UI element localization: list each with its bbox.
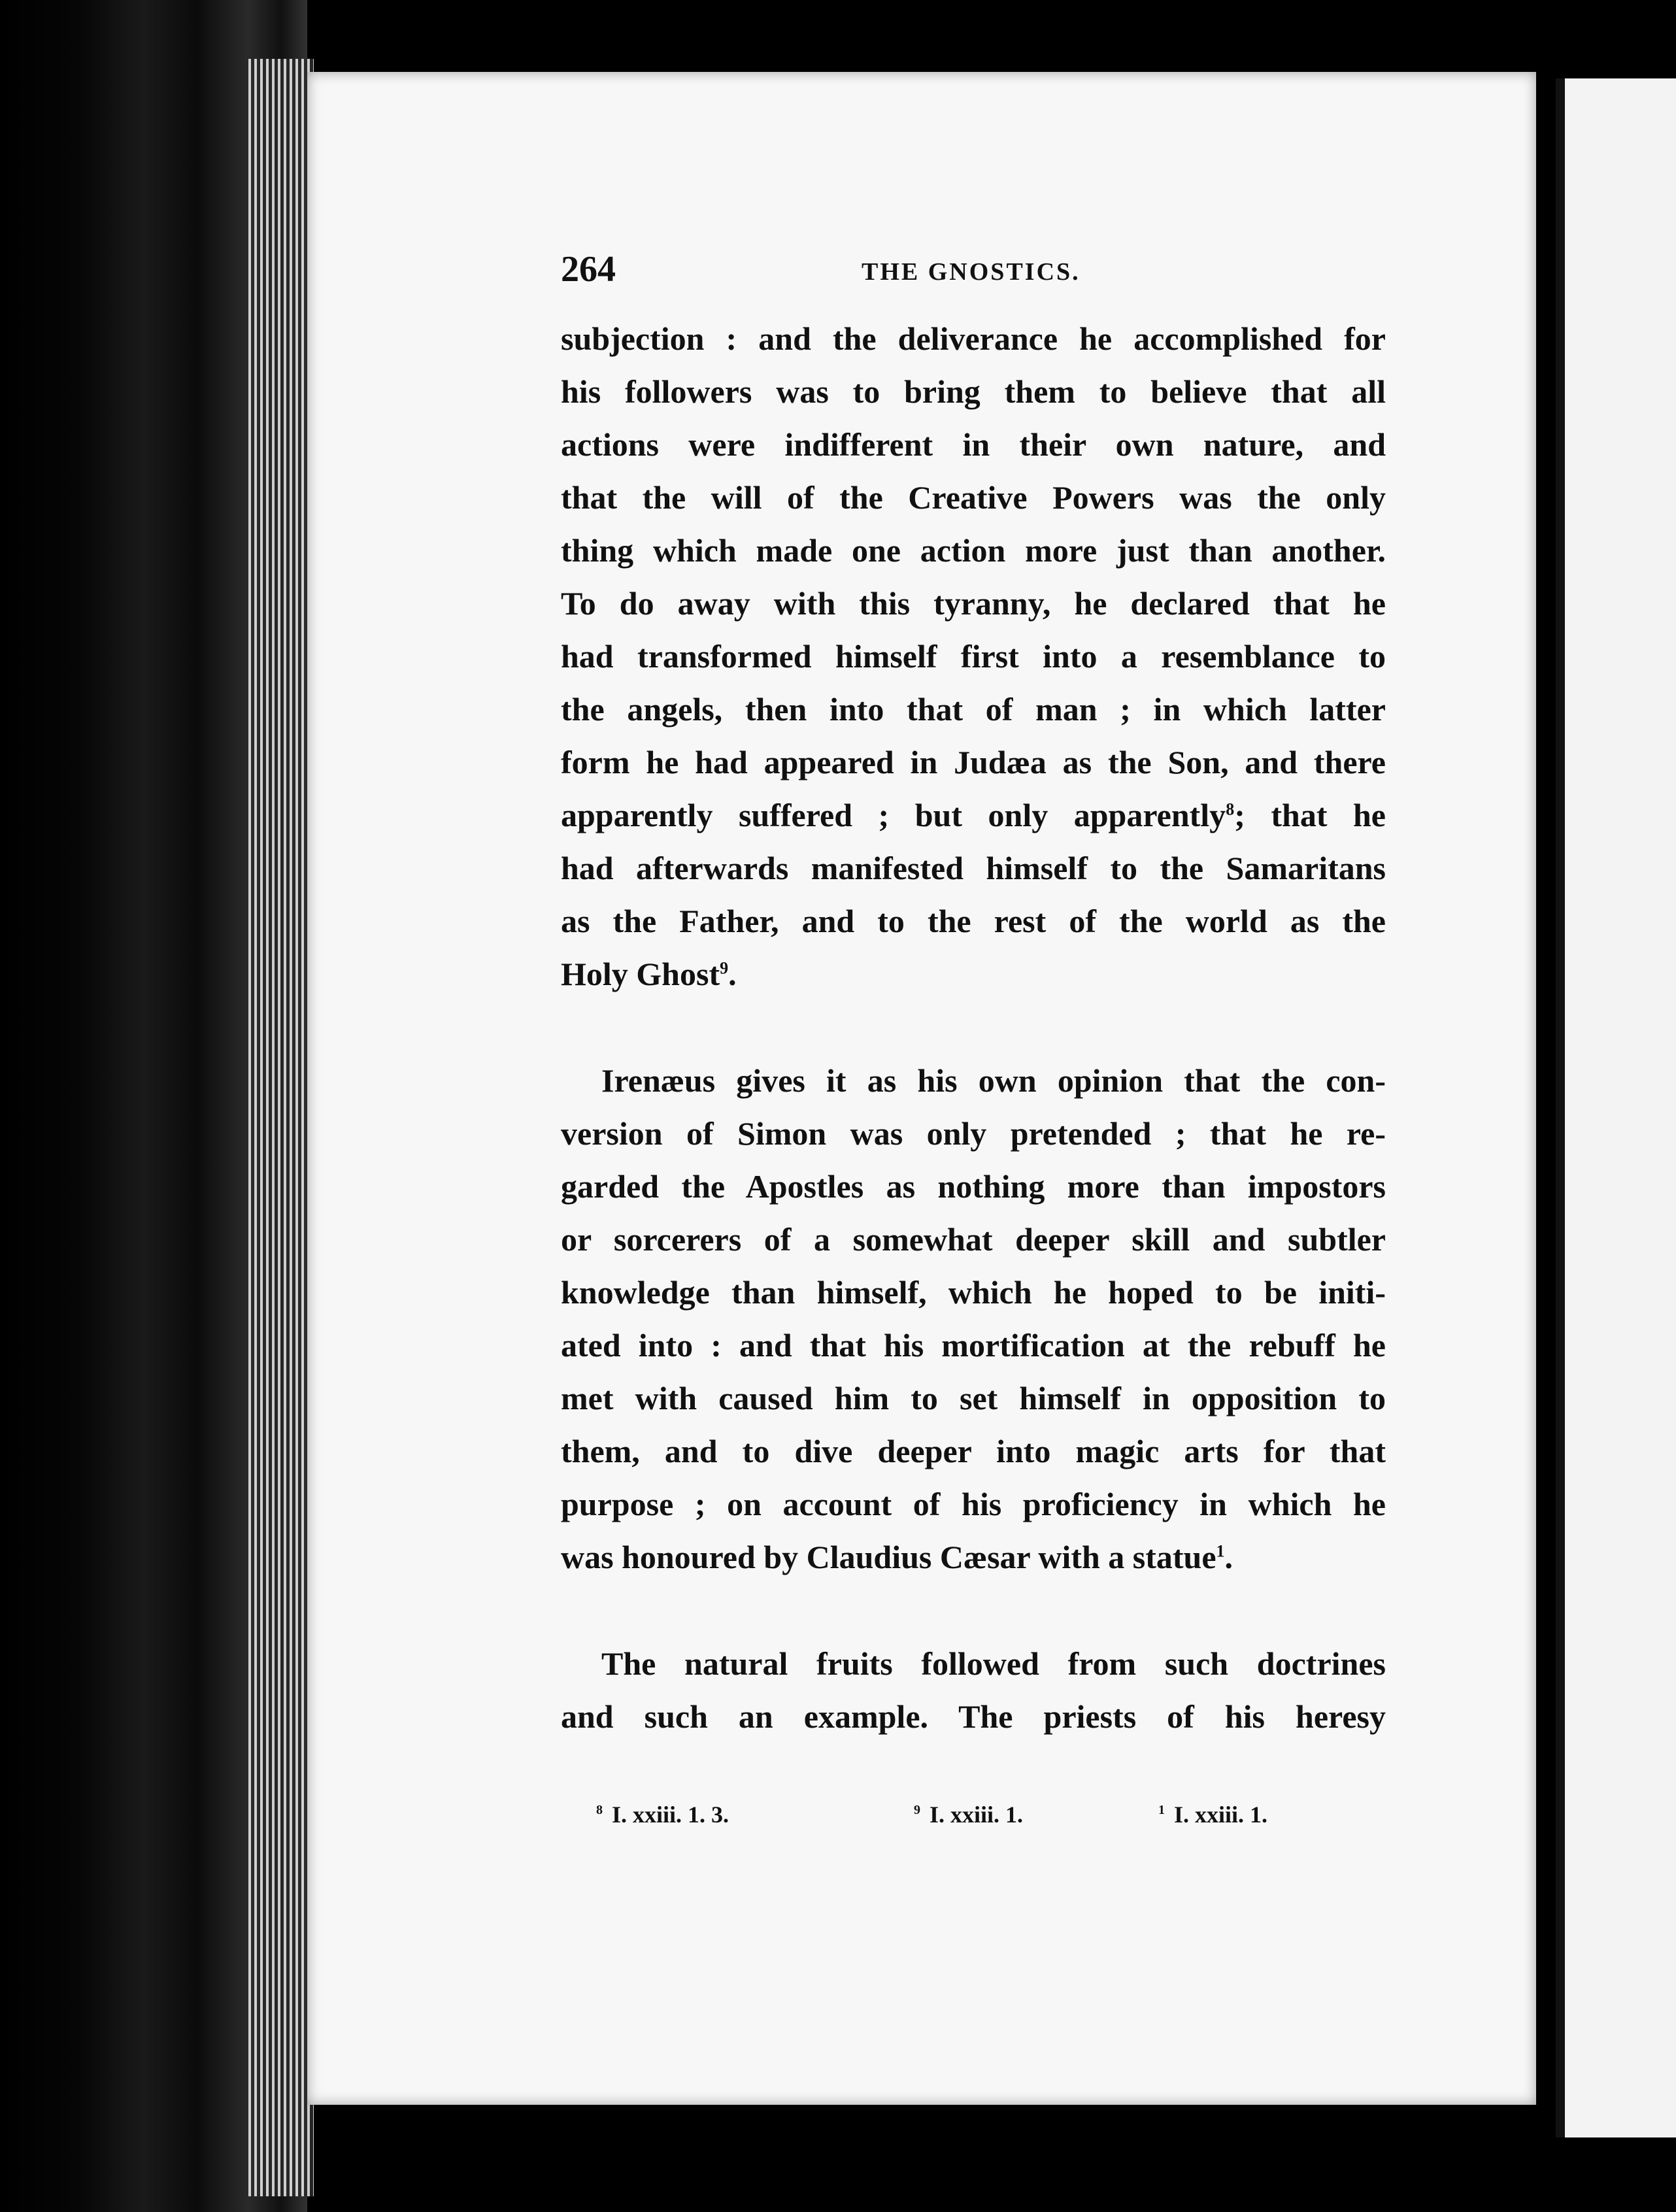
- paragraph-gap: [561, 1584, 1386, 1637]
- text-line: version of Simon was only pretended ; that he re-: [561, 1115, 1386, 1152]
- page-edges: [248, 59, 314, 2196]
- text-line: garded the Apostles as nothing more than impostors: [561, 1168, 1386, 1205]
- text-line: that the will of the Creative Powers was the only: [561, 479, 1386, 516]
- text-line: knowledge than himself, which he hoped to be initi-: [561, 1274, 1386, 1311]
- paragraph: [561, 1637, 1386, 1743]
- footnote-text: I. xxiii. 1.: [1174, 1801, 1268, 1828]
- text-line: [561, 789, 1386, 842]
- facing-page-edge: [1556, 78, 1676, 2137]
- text-line: had transformed himself first into a resemblance to: [561, 638, 1386, 675]
- text-fragment: apparently suffered ; but only apparently: [561, 797, 1226, 833]
- text-line: The natural fruits followed from such doctrines: [601, 1645, 1386, 1682]
- page-number: 264: [561, 249, 616, 290]
- footnote: [1158, 1801, 1267, 1828]
- text-fragment: was honoured by Claudius Cæsar with a statue: [561, 1539, 1216, 1575]
- footnote: [596, 1801, 729, 1828]
- text-line: his followers was to bring them to believe that all: [561, 373, 1386, 410]
- text-line: subjection : and the deliverance he accomplished for: [561, 320, 1386, 357]
- paragraph: [561, 1054, 1386, 1584]
- footnote-text: I. xxiii. 1. 3.: [612, 1801, 729, 1828]
- footnote: [914, 1801, 1023, 1828]
- text-line: them, and to dive deeper into magic arts for that: [561, 1433, 1386, 1469]
- footnotes: [596, 1801, 1381, 1840]
- text-fragment: ; that he: [1234, 797, 1386, 833]
- text-line: as the Father, and to the rest of the world as the: [561, 903, 1386, 939]
- footnote-ref: 8: [1226, 799, 1235, 819]
- text-line: or sorcerers of a somewhat deeper skill and subtler: [561, 1221, 1386, 1258]
- paragraph: [561, 312, 1386, 1001]
- footnote-text: I. xxiii. 1.: [930, 1801, 1024, 1828]
- text-fragment: Holy Ghost: [561, 956, 720, 992]
- text-line: [561, 948, 1386, 1001]
- text-fragment: .: [728, 956, 737, 992]
- text-line: actions were indifferent in their own nature, and: [561, 426, 1386, 463]
- footnote-mark: 9: [914, 1803, 920, 1817]
- footnote-mark: 1: [1158, 1803, 1165, 1817]
- footnote-ref: 1: [1216, 1541, 1225, 1561]
- text-line: and such an example. The priests of his heresy: [561, 1698, 1386, 1735]
- text-line: the angels, then into that of man ; in which latter: [561, 691, 1386, 728]
- text-line: thing which made one action more just than another.: [561, 532, 1386, 569]
- paragraph-gap: [561, 1001, 1386, 1054]
- text-fragment: .: [1224, 1539, 1233, 1575]
- running-head: [561, 248, 1386, 307]
- text-line: To do away with this tyranny, he declared that he: [561, 585, 1386, 622]
- running-title: THE GNOSTICS.: [862, 258, 1081, 286]
- body-text: [561, 312, 1386, 1743]
- footnote-ref: 9: [720, 958, 729, 978]
- text-line: met with caused him to set himself in opposition to: [561, 1380, 1386, 1416]
- text-line: [561, 1531, 1386, 1584]
- footnote-mark: 8: [596, 1803, 603, 1817]
- text-line: purpose ; on account of his proficiency in which he: [561, 1486, 1386, 1522]
- text-line: had afterwards manifested himself to the Samaritans: [561, 850, 1386, 886]
- text-line: form he had appeared in Judæa as the Son, and there: [561, 744, 1386, 780]
- text-line: ated into : and that his mortification at the rebuff he: [561, 1327, 1386, 1364]
- text-line: Irenæus gives it as his own opinion that the con-: [601, 1062, 1386, 1099]
